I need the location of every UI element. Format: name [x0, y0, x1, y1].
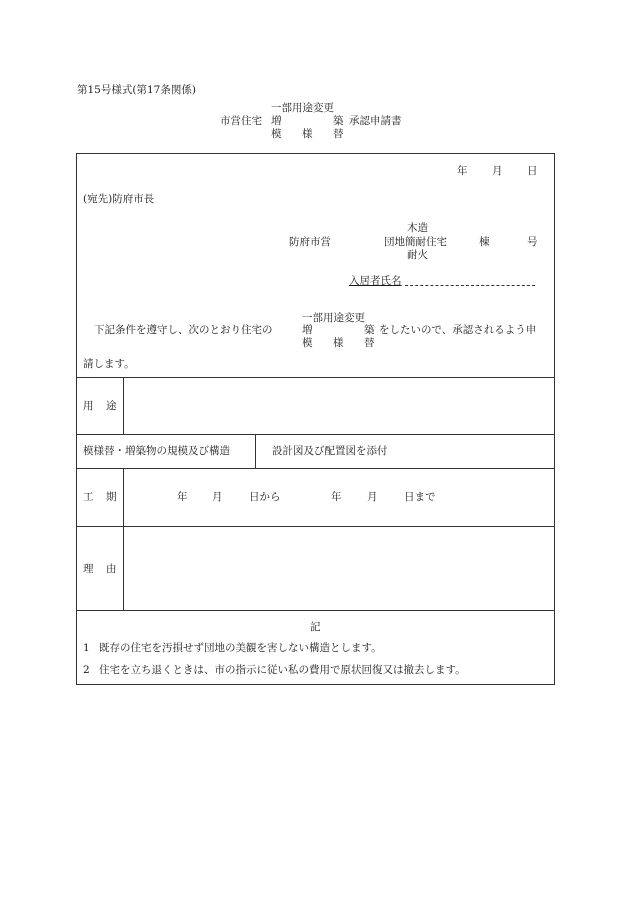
- request-option-extension-a: 増: [302, 324, 313, 336]
- request-tail-text: をしたいので、承認されるよう申: [379, 324, 537, 336]
- reason-field[interactable]: [126, 529, 552, 607]
- structure-option-wood: 木造: [407, 222, 428, 234]
- resident-name-label: 入居者氏名: [349, 275, 402, 287]
- title-option-remodel-a: 模: [271, 128, 282, 140]
- row-divider: [76, 610, 555, 611]
- structure-option-simple-fireproof: 団地簡耐住宅: [384, 236, 447, 248]
- period-to-day: 日まで: [404, 491, 436, 503]
- purpose-field[interactable]: [126, 380, 552, 432]
- reason-label-a: 理: [83, 563, 94, 575]
- request-option-partial-use-change: 一部用途変更: [302, 312, 365, 324]
- building-unit-label: 棟: [479, 236, 490, 248]
- condition-2-number: 2: [83, 664, 90, 676]
- period-to-month: 月: [367, 491, 378, 503]
- condition-2-text: 住宅を立ち退くときは、市の指示に従い私の費用で原状回復又は撤去します。: [99, 664, 466, 676]
- title-suffix: 承認申請書: [349, 115, 402, 127]
- column-divider: [123, 377, 124, 434]
- scale-structure-label: 模様替・増築物の規模及び構造: [83, 445, 230, 457]
- request-end-text: 請します。: [83, 358, 135, 370]
- conditions-heading: 記: [310, 621, 321, 633]
- room-number-unit-label: 号: [527, 236, 538, 248]
- period-label-b: 期: [106, 491, 117, 503]
- row-divider: [76, 434, 555, 435]
- row-divider: [76, 468, 555, 469]
- period-to-year: 年: [331, 491, 342, 503]
- form-number: 第15号様式(第17条関係): [77, 84, 196, 96]
- period-from-year: 年: [177, 491, 188, 503]
- column-divider: [255, 434, 256, 468]
- date-year-label: 年: [457, 165, 468, 177]
- row-divider: [76, 526, 555, 527]
- condition-1-text: 既存の住宅を汚損せず団地の美観を害しない構造とします。: [99, 642, 382, 654]
- title-option-remodel-b: 様: [302, 128, 313, 140]
- request-option-remodel-a: 模: [302, 337, 313, 349]
- title-option-remodel-c: 替: [333, 128, 344, 140]
- scale-structure-value: 設計図及び配置図を添付: [272, 445, 388, 457]
- request-lead-text: 下記条件を遵守し、次のとおり住宅の: [94, 324, 273, 336]
- title-prefix: 市営住宅: [220, 115, 262, 127]
- condition-1-number: 1: [83, 642, 90, 654]
- period-label-a: 工: [83, 491, 94, 503]
- purpose-label-a: 用: [83, 400, 94, 412]
- date-month-label: 月: [492, 165, 503, 177]
- purpose-label-b: 途: [106, 400, 117, 412]
- title-option-partial-use-change: 一部用途変更: [271, 102, 334, 114]
- addressee: (宛先)防府市長: [83, 193, 155, 205]
- period-from-day: 日から: [249, 491, 281, 503]
- period-from-month: 月: [212, 491, 223, 503]
- column-divider: [123, 526, 124, 610]
- date-day-label: 日: [527, 165, 538, 177]
- resident-name-field[interactable]: [405, 285, 535, 286]
- reason-label-b: 由: [106, 563, 117, 575]
- request-option-extension-b: 築: [364, 324, 375, 336]
- title-option-extension-a: 増: [271, 115, 282, 127]
- column-divider: [123, 468, 124, 526]
- structure-option-fireproof: 耐火: [407, 249, 428, 261]
- housing-prefix: 防府市営: [289, 236, 331, 248]
- request-option-remodel-c: 替: [364, 337, 375, 349]
- title-option-extension-b: 築: [333, 115, 344, 127]
- request-option-remodel-b: 様: [333, 337, 344, 349]
- row-divider: [76, 377, 555, 378]
